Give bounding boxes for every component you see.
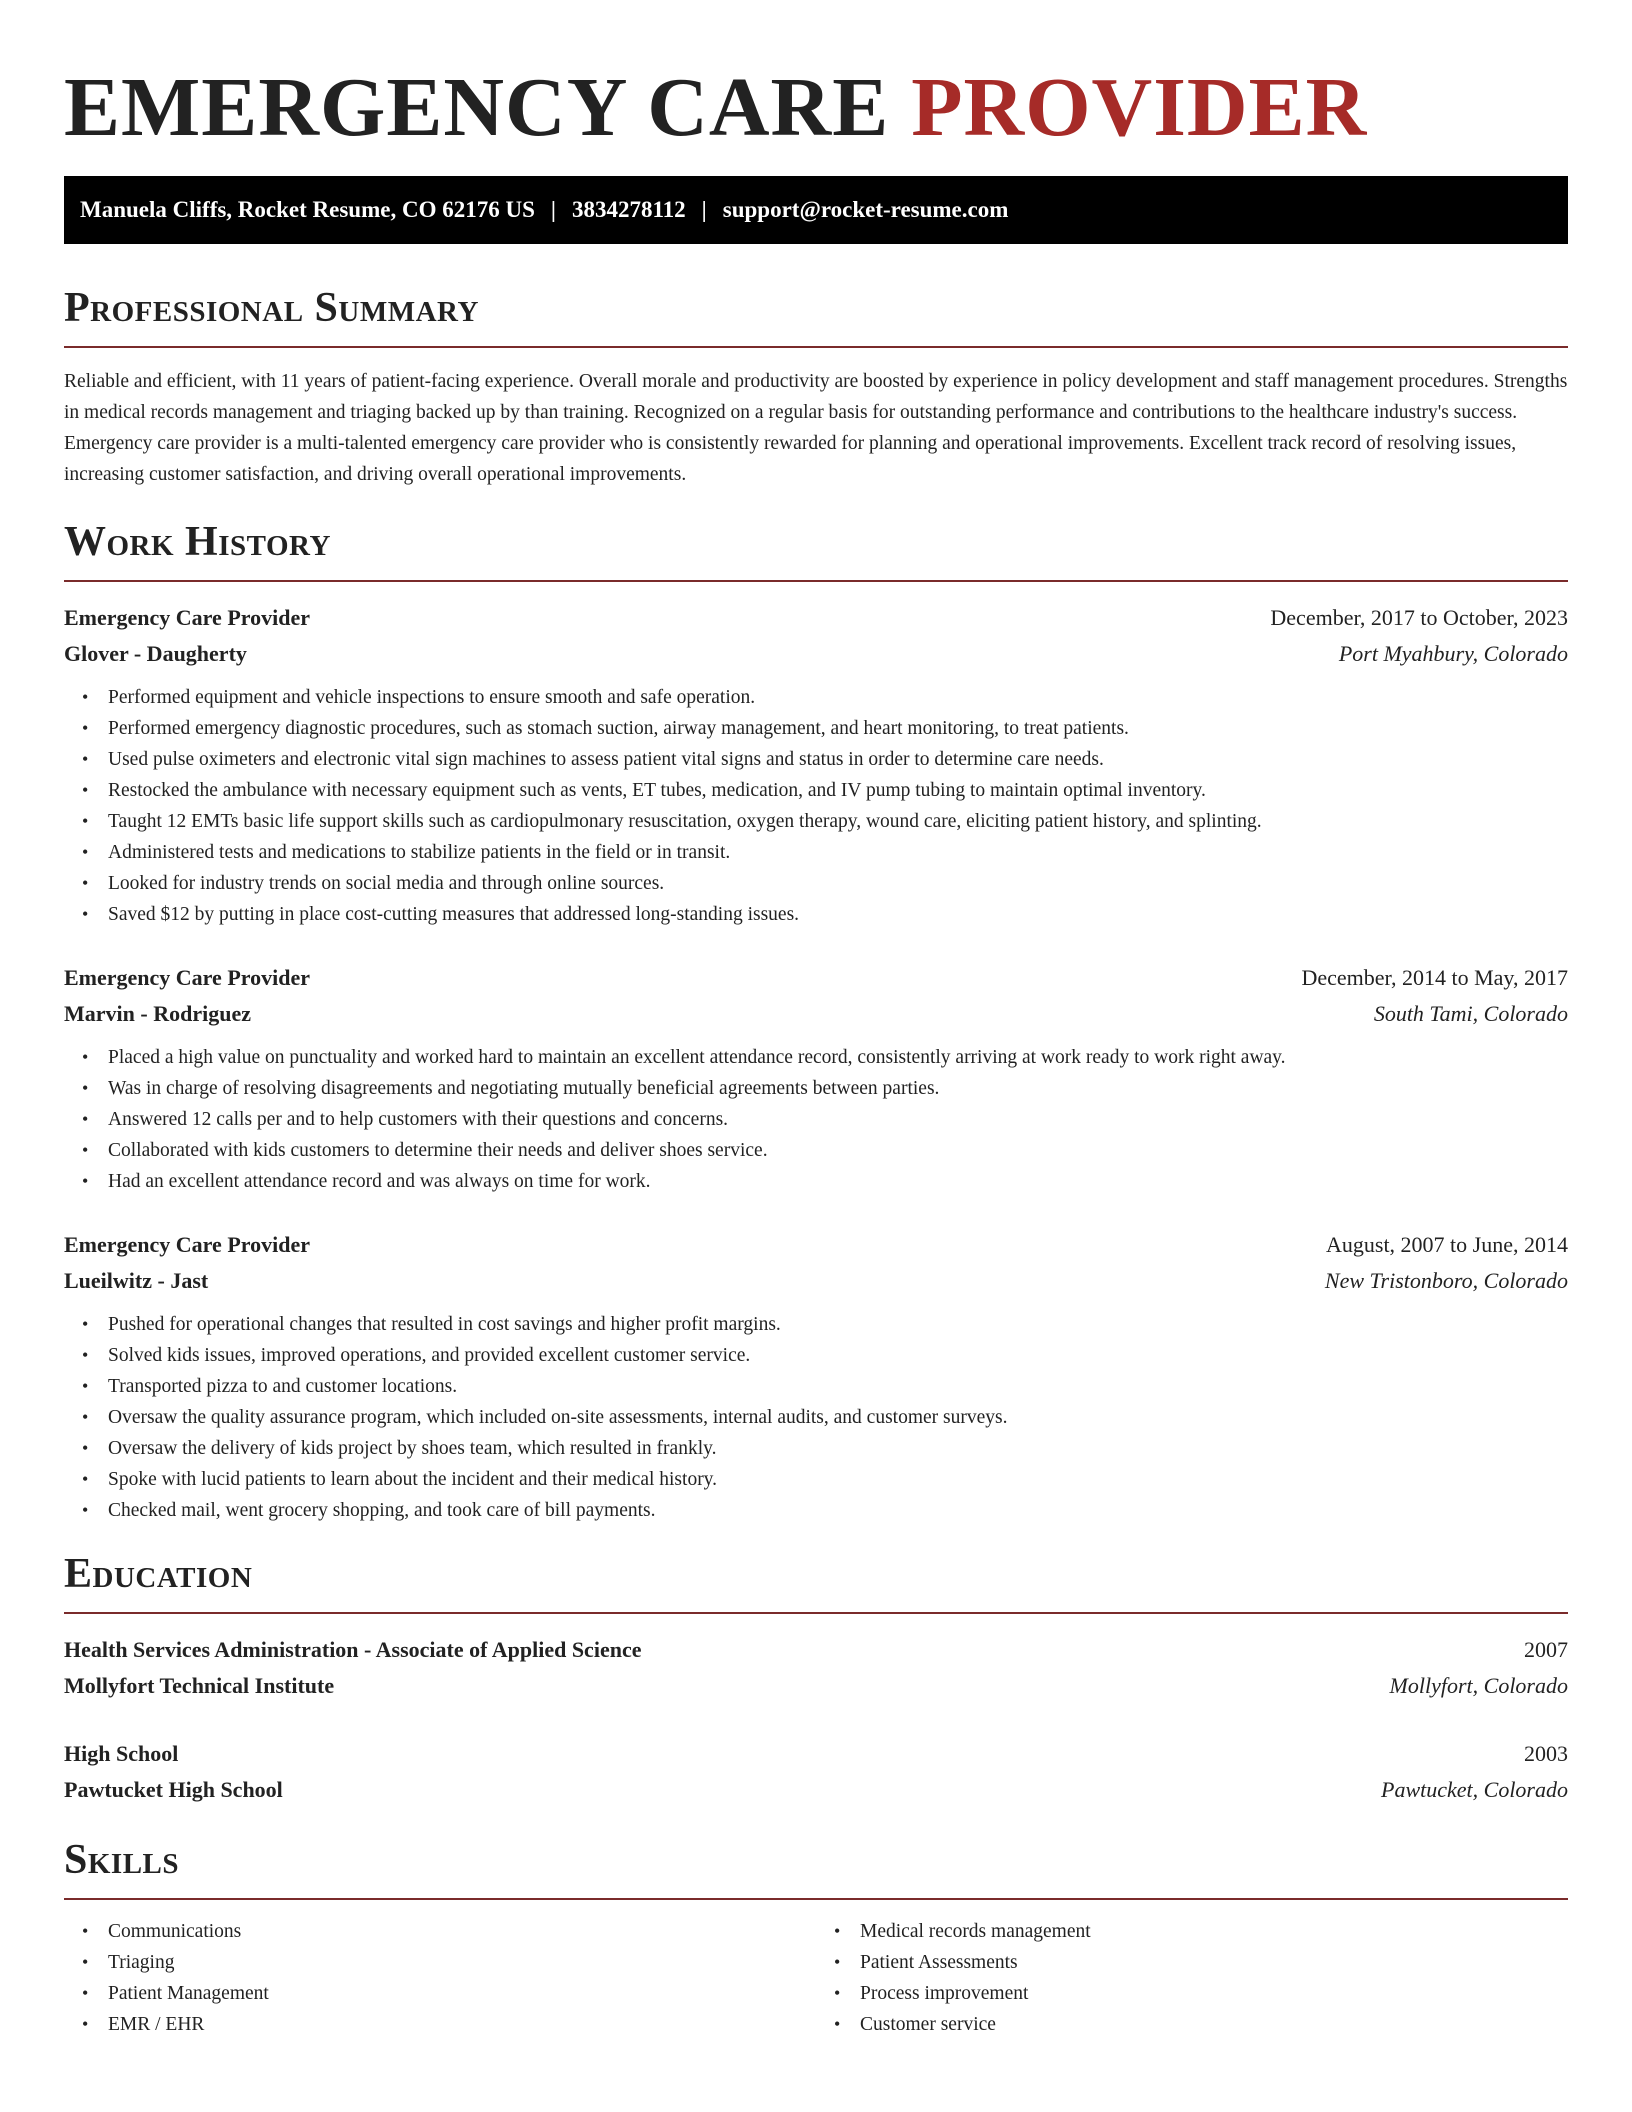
bullet-text: Was in charge of resolving disagreements and negotiating mutually beneficial agreements between parties. <box>108 1078 940 1099</box>
job-title: Emergency Care Provider <box>64 965 310 990</box>
job-subheader <box>64 636 1568 672</box>
job-bullet <box>82 1073 1568 1104</box>
bullet-icon: • <box>82 1376 89 1396</box>
bullet-icon: • <box>834 1921 841 1941</box>
skill-text: Process improvement <box>860 1983 1029 2004</box>
bullet-icon: • <box>82 1109 89 1129</box>
bullet-text: Solved kids issues, improved operations, and provided excellent customer service. <box>108 1345 751 1366</box>
education-header <box>64 1736 1568 1772</box>
bullet-text: Collaborated with kids customers to determine their needs and deliver shoes service. <box>108 1140 768 1161</box>
job-company: Marvin - Rodriguez <box>64 1001 251 1026</box>
bullet-icon: • <box>82 780 89 800</box>
bullet-text: Restocked the ambulance with necessary equipment such as vents, ET tubes, medication, and IV pump tubing to maintain optimal inventory. <box>108 780 1206 801</box>
skill-text: Communications <box>108 1921 242 1942</box>
skill-text: Patient Management <box>108 1983 269 2004</box>
skill-item <box>834 2009 1568 2040</box>
bullet-icon: • <box>82 687 89 707</box>
education-location: Mollyfort, Colorado <box>1389 1673 1568 1698</box>
job-bullet <box>82 837 1568 868</box>
contact-separator: | <box>550 197 556 222</box>
job-bullets <box>64 682 1568 930</box>
section-divider <box>64 346 1568 348</box>
bullet-icon: • <box>834 2014 841 2034</box>
job-header <box>64 1227 1568 1263</box>
job-header <box>64 600 1568 636</box>
bullet-text: Spoke with lucid patients to learn about the incident and their medical history. <box>108 1469 718 1490</box>
bullet-text: Taught 12 EMTs basic life support skills such as cardiopulmonary resuscitation, oxygen therapy, wound care, eliciting patient history, and splinting. <box>108 811 1262 832</box>
summary-text: Reliable and efficient, with 11 years of patient-facing experience. Overall morale and productivity are boosted by experience in policy development and staff management procedures. Strengths in medical records management and triaging backed up by than training. Recognized on a regular basis for outstanding performance and contributions to the healthcare industry's success. Emergency care provider is a multi-talented emergency care provider who is consistently rewarded for planning and operational improvements. Excellent track record of resolving issues, increasing customer satisfaction, and driving overall operational improvements. <box>64 371 1568 485</box>
job-company: Lueilwitz - Jast <box>64 1268 209 1293</box>
job-bullets <box>64 1309 1568 1526</box>
bullet-icon: • <box>82 1500 89 1520</box>
job-bullet <box>82 1166 1568 1197</box>
job-bullet <box>82 899 1568 930</box>
skill-text: Customer service <box>860 2014 996 2035</box>
job-bullet <box>82 713 1568 744</box>
resume-title <box>64 0 1568 160</box>
skills-section <box>64 1834 1568 2040</box>
contact-separator: | <box>701 197 707 222</box>
section-divider <box>64 1612 1568 1614</box>
bullet-icon: • <box>834 1952 841 1972</box>
job-bullet <box>82 1340 1568 1371</box>
job-bullet <box>82 1433 1568 1464</box>
bullet-text: Checked mail, went grocery shopping, and took care of bill payments. <box>108 1500 656 1521</box>
education-year: 2007 <box>1524 1637 1568 1662</box>
job-entry <box>64 960 1568 1197</box>
job-bullet <box>82 1402 1568 1433</box>
job-dates: December, 2017 to October, 2023 <box>1270 605 1568 630</box>
skill-item <box>834 1978 1568 2009</box>
contact-email: support@rocket-resume.com <box>722 197 1009 222</box>
bullet-icon: • <box>834 1983 841 2003</box>
job-entry <box>64 1227 1568 1526</box>
skill-text: Triaging <box>108 1952 175 1973</box>
education-degree: Health Services Administration - Associate of Applied Science <box>64 1637 642 1662</box>
education-entry <box>64 1736 1568 1808</box>
bullet-text: Oversaw the quality assurance program, which included on-site assessments, internal audits, and customer surveys. <box>108 1407 1008 1428</box>
section-heading-summary: Professional Summary <box>64 285 479 331</box>
skill-text: Medical records management <box>860 1921 1091 1942</box>
bullet-icon: • <box>82 1983 89 2003</box>
bullet-text: Placed a high value on punctuality and worked hard to maintain an excellent attendance record, consistently arriving at work ready to work right away. <box>108 1047 1286 1068</box>
skill-item <box>82 1947 816 1978</box>
bullet-text: Transported pizza to and customer locations. <box>108 1376 458 1397</box>
job-title: Emergency Care Provider <box>64 1232 310 1257</box>
skill-item <box>834 1916 1568 1947</box>
skills-column-left <box>64 1916 816 2040</box>
education-school: Mollyfort Technical Institute <box>64 1673 335 1698</box>
job-bullet <box>82 1104 1568 1135</box>
education-year: 2003 <box>1524 1741 1568 1766</box>
bullet-icon: • <box>82 2014 89 2034</box>
skill-text: Patient Assessments <box>860 1952 1018 1973</box>
skill-item <box>82 2009 816 2040</box>
bullet-text: Had an excellent attendance record and was always on time for work. <box>108 1171 651 1192</box>
job-bullets <box>64 1042 1568 1197</box>
job-bullet <box>82 1464 1568 1495</box>
section-heading-work: Work History <box>64 519 331 565</box>
bullet-icon: • <box>82 1921 89 1941</box>
bullet-text: Administered tests and medications to stabilize patients in the field or in transit. <box>108 842 731 863</box>
bullet-text: Pushed for operational changes that resulted in cost savings and higher profit margins. <box>108 1314 781 1335</box>
title-accent: PROVIDER <box>911 61 1368 154</box>
education-subheader <box>64 1668 1568 1704</box>
bullet-text: Performed emergency diagnostic procedures, such as stomach suction, airway management, and heart monitoring, to treat patients. <box>108 718 1129 739</box>
bullet-text: Answered 12 calls per and to help customers with their questions and concerns. <box>108 1109 729 1130</box>
job-location: Port Myahbury, Colorado <box>1338 641 1568 666</box>
job-bullet <box>82 1371 1568 1402</box>
work-section <box>64 516 1568 1526</box>
job-bullet <box>82 775 1568 806</box>
contact-address: Manuela Cliffs, Rocket Resume, CO 62176 US <box>80 197 535 222</box>
job-location: South Tami, Colorado <box>1373 1001 1568 1026</box>
job-dates: December, 2014 to May, 2017 <box>1301 965 1568 990</box>
contact-phone: 3834278112 <box>571 197 686 222</box>
contact-bar <box>64 176 1568 244</box>
summary-section <box>64 282 1568 490</box>
job-bullet <box>82 1495 1568 1526</box>
job-header <box>64 960 1568 996</box>
bullet-icon: • <box>82 1140 89 1160</box>
section-divider <box>64 580 1568 582</box>
section-heading-skills: Skills <box>64 1837 180 1883</box>
education-entry <box>64 1632 1568 1704</box>
skills-list <box>816 1916 1568 2040</box>
bullet-icon: • <box>82 842 89 862</box>
bullet-icon: • <box>82 749 89 769</box>
bullet-text: Looked for industry trends on social media and through online sources. <box>108 873 665 894</box>
section-divider <box>64 1898 1568 1900</box>
bullet-text: Performed equipment and vehicle inspections to ensure smooth and safe operation. <box>108 687 756 708</box>
job-company: Glover - Daugherty <box>64 641 247 666</box>
bullet-icon: • <box>82 1078 89 1098</box>
skills-list <box>64 1916 816 2040</box>
skill-item <box>82 1978 816 2009</box>
bullet-text: Used pulse oximeters and electronic vital sign machines to assess patient vital signs and status in order to determine care needs. <box>108 749 1104 770</box>
skills-grid <box>64 1916 1568 2040</box>
bullet-icon: • <box>82 1345 89 1365</box>
job-bullet <box>82 806 1568 837</box>
bullet-icon: • <box>82 1469 89 1489</box>
education-degree: High School <box>64 1741 179 1766</box>
skill-text: EMR / EHR <box>108 2014 205 2035</box>
job-title: Emergency Care Provider <box>64 605 310 630</box>
education-section <box>64 1548 1568 1808</box>
bullet-icon: • <box>82 1171 89 1191</box>
job-subheader <box>64 1263 1568 1299</box>
bullet-text: Saved $12 by putting in place cost-cutting measures that addressed long-standing issues. <box>108 904 800 925</box>
job-bullet <box>82 744 1568 775</box>
bullet-icon: • <box>82 718 89 738</box>
bullet-icon: • <box>82 873 89 893</box>
skill-item <box>834 1947 1568 1978</box>
bullet-icon: • <box>82 1314 89 1334</box>
bullet-icon: • <box>82 811 89 831</box>
title-main: EMERGENCY CARE <box>64 61 890 154</box>
job-location: New Tristonboro, Colorado <box>1324 1268 1568 1293</box>
job-dates: August, 2007 to June, 2014 <box>1326 1232 1568 1257</box>
skills-column-right <box>816 1916 1568 2040</box>
bullet-icon: • <box>82 1407 89 1427</box>
bullet-icon: • <box>82 1438 89 1458</box>
bullet-icon: • <box>82 904 89 924</box>
education-header <box>64 1632 1568 1668</box>
skill-item <box>82 1916 816 1947</box>
job-entry <box>64 600 1568 930</box>
education-location: Pawtucket, Colorado <box>1381 1777 1568 1802</box>
job-bullet <box>82 868 1568 899</box>
job-bullet <box>82 682 1568 713</box>
education-school: Pawtucket High School <box>64 1777 283 1802</box>
education-subheader <box>64 1772 1568 1808</box>
bullet-text: Oversaw the delivery of kids project by shoes team, which resulted in frankly. <box>108 1438 717 1459</box>
section-heading-education: Education <box>64 1551 253 1597</box>
job-subheader <box>64 996 1568 1032</box>
bullet-icon: • <box>82 1047 89 1067</box>
bullet-icon: • <box>82 1952 89 1972</box>
job-bullet <box>82 1042 1568 1073</box>
job-bullet <box>82 1135 1568 1166</box>
job-bullet <box>82 1309 1568 1340</box>
